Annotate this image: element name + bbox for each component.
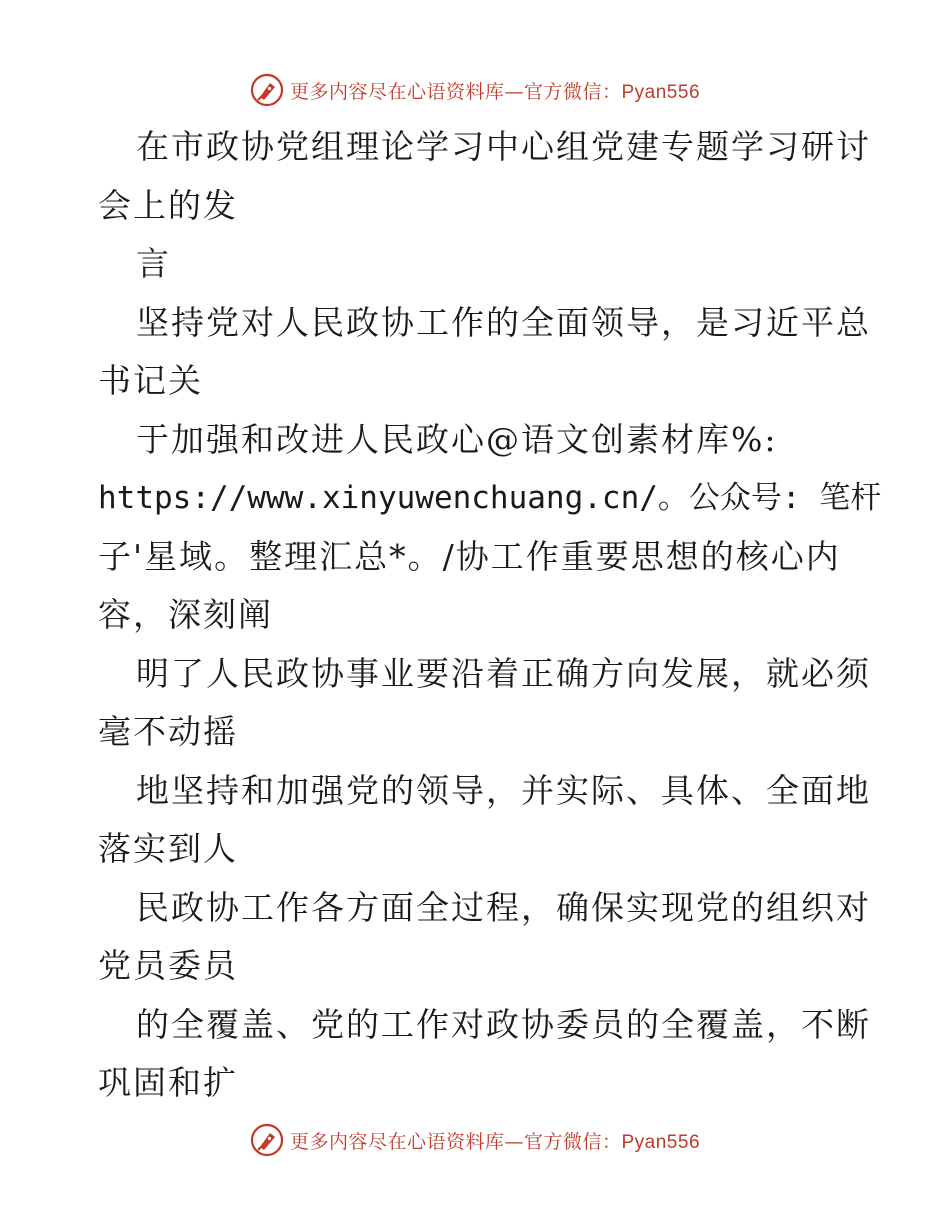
text-line: 毫不动摇 (98, 712, 238, 751)
text-line: 明了人民政协事业要沿着正确方向发展，就必须 (136, 653, 871, 693)
text-line: 落实到人 (98, 829, 238, 868)
text-line: 党员委员 (98, 946, 238, 985)
document-body (98, 118, 882, 1113)
watermark-text: 更多内容尽在心语资料库—官方微信：Pyan556 (289, 80, 701, 103)
text-line: 子'星域。整理汇总*。/协工作重要思想的核心内 (98, 536, 841, 576)
text-line: 民政协工作各方面全过程，确保实现党的组织对 (136, 887, 871, 927)
text-line: 坚持党对人民政协工作的全面领导，是习近平总 (136, 302, 871, 342)
text-line: 巩固和扩 (98, 1063, 238, 1102)
text-line: 于加强和改进人民政心@语文创素材库%: (136, 419, 778, 459)
text-line: 言 (136, 244, 171, 283)
header-watermark (0, 70, 950, 110)
text-line: 会上的发 (98, 185, 238, 225)
footer-watermark (0, 1120, 950, 1160)
pen-nib-logo-icon (250, 73, 284, 107)
watermark-text: 更多内容尽在心语资料库—官方微信：Pyan556 (289, 1130, 701, 1153)
text-line: https://www.xinyuwenchuang.cn/。公众号: 笔杆 (98, 480, 882, 516)
text-line: 地坚持和加强党的领导，并实际、具体、全面地 (136, 770, 871, 810)
text-line: 在市政协党组理论学习中心组党建专题学习研讨 (136, 127, 871, 166)
pen-nib-logo-icon (250, 1123, 284, 1157)
text-line: 的全覆盖、党的工作对政协委员的全覆盖，不断 (136, 1004, 871, 1044)
text-line: 书记关 (98, 361, 203, 400)
text-line: 容，深刻阐 (98, 595, 273, 634)
